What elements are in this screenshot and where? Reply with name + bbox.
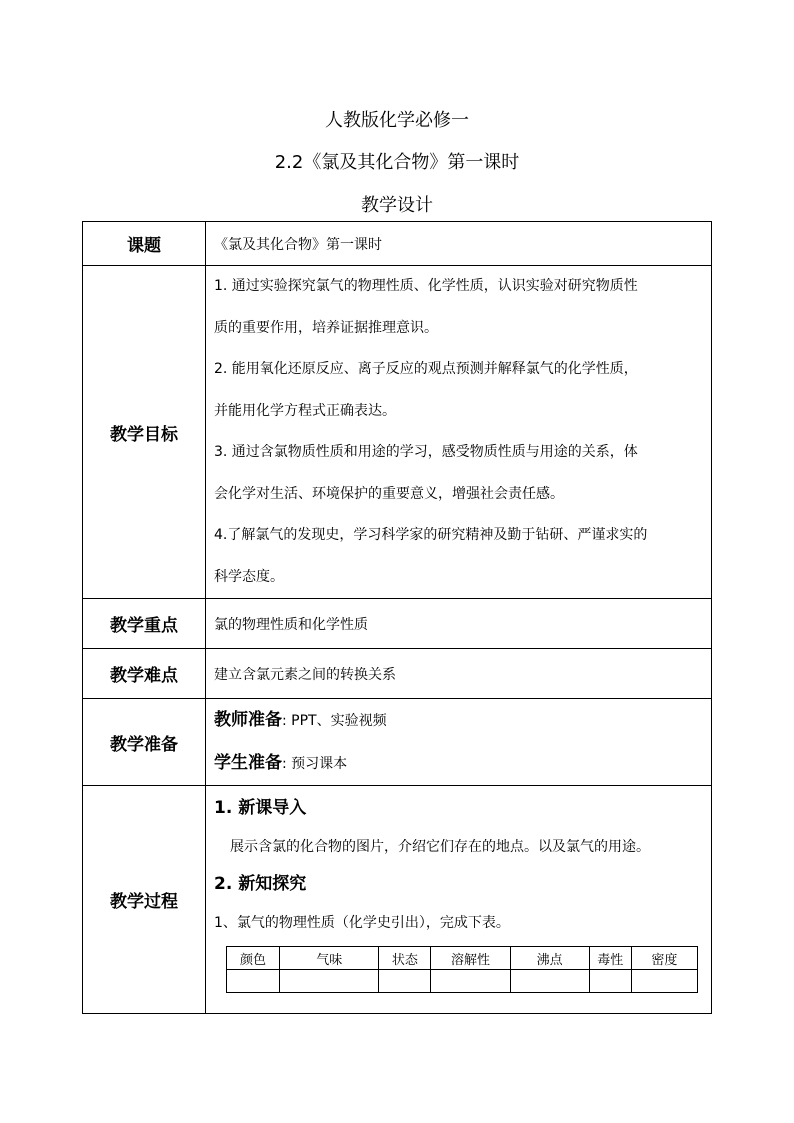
doc-title-line1: 人教版化学必修一 <box>325 110 469 131</box>
header-cell-toxicity: 毒性 <box>589 947 631 970</box>
student-prep <box>214 742 705 785</box>
header-cell-solubility: 溶解性 <box>431 947 510 970</box>
header-cell-state: 状态 <box>379 947 431 970</box>
row-preparation <box>83 699 712 786</box>
blank-cell[interactable] <box>431 970 510 993</box>
row-key-points <box>83 599 712 649</box>
objective-line: 1. 通过实验探究氯气的物理性质、化学性质，认识实验对研究物质性 <box>214 278 638 294</box>
objective-line: 并能用化学方程式正确表达。 <box>214 402 396 419</box>
objective-line: 2. 能用氧化还原反应、离子反应的观点预测并解释氯气的化学性质， <box>214 361 638 377</box>
objective-line: 4.了解氯气的发现史，学习科学家的研究精神及勤于钻研、严谨求实的 <box>214 527 648 543</box>
process-intro-text: 展示含氯的化合物的图片，介绍它们存在的地点。以及氯气的用途。 <box>230 839 650 855</box>
doc-title-line2: 2.2《氯及其化合物》第一课时 <box>274 152 520 173</box>
blank-cell[interactable] <box>510 970 589 993</box>
doc-title-line3: 教学设计 <box>361 195 433 216</box>
difficulties-label: 教学难点 <box>83 649 206 699</box>
process-content <box>206 786 712 1014</box>
teacher-prep-value: : PPT、实验视频 <box>282 713 387 729</box>
key-points-label: 教学重点 <box>83 599 206 649</box>
properties-empty-row <box>227 970 698 993</box>
objectives-content <box>206 266 712 599</box>
student-prep-value: : 预习课本 <box>282 756 348 772</box>
difficulties-value: 建立含氯元素之间的转换关系 <box>206 649 712 699</box>
process-heading-explore: 2. 新知探究 <box>214 874 307 894</box>
teacher-prep-label: 教师准备 <box>214 710 282 730</box>
objective-line: 3. 通过含氯物质性质和用途的学习，感受物质性质与用途的关系，体 <box>214 444 638 460</box>
key-points-value: 氯的物理性质和化学性质 <box>206 599 712 649</box>
topic-label: 课题 <box>83 222 206 266</box>
teacher-prep <box>214 699 705 742</box>
objective-line: 科学态度。 <box>214 568 284 585</box>
header-cell-odor: 气味 <box>280 947 379 970</box>
row-process <box>83 786 712 1014</box>
header-cell-boiling-point: 沸点 <box>510 947 589 970</box>
lesson-plan-table <box>82 221 712 1014</box>
header-cell-density: 密度 <box>631 947 697 970</box>
preparation-label: 教学准备 <box>83 699 206 786</box>
process-label: 教学过程 <box>83 786 206 1014</box>
properties-header-row <box>227 947 698 970</box>
row-difficulties <box>83 649 712 699</box>
process-explore-text: 1、氯气的物理性质（化学史引出），完成下表。 <box>214 915 510 931</box>
physical-properties-table <box>226 946 698 993</box>
row-objectives <box>83 266 712 599</box>
objective-line: 会化学对生活、环境保护的重要意义，增强社会责任感。 <box>214 485 564 502</box>
preparation-content <box>206 699 712 786</box>
student-prep-label: 学生准备 <box>214 753 282 773</box>
objectives-label: 教学目标 <box>83 266 206 599</box>
blank-cell[interactable] <box>227 970 280 993</box>
objective-line: 质的重要作用，培养证据推理意识。 <box>214 319 438 336</box>
header-cell-color: 颜色 <box>227 947 280 970</box>
blank-cell[interactable] <box>280 970 379 993</box>
blank-cell[interactable] <box>589 970 631 993</box>
blank-cell[interactable] <box>631 970 697 993</box>
blank-cell[interactable] <box>379 970 431 993</box>
process-heading-intro: 1. 新课导入 <box>214 798 307 818</box>
row-topic <box>83 222 712 266</box>
topic-value: 《氯及其化合物》第一课时 <box>206 222 712 266</box>
